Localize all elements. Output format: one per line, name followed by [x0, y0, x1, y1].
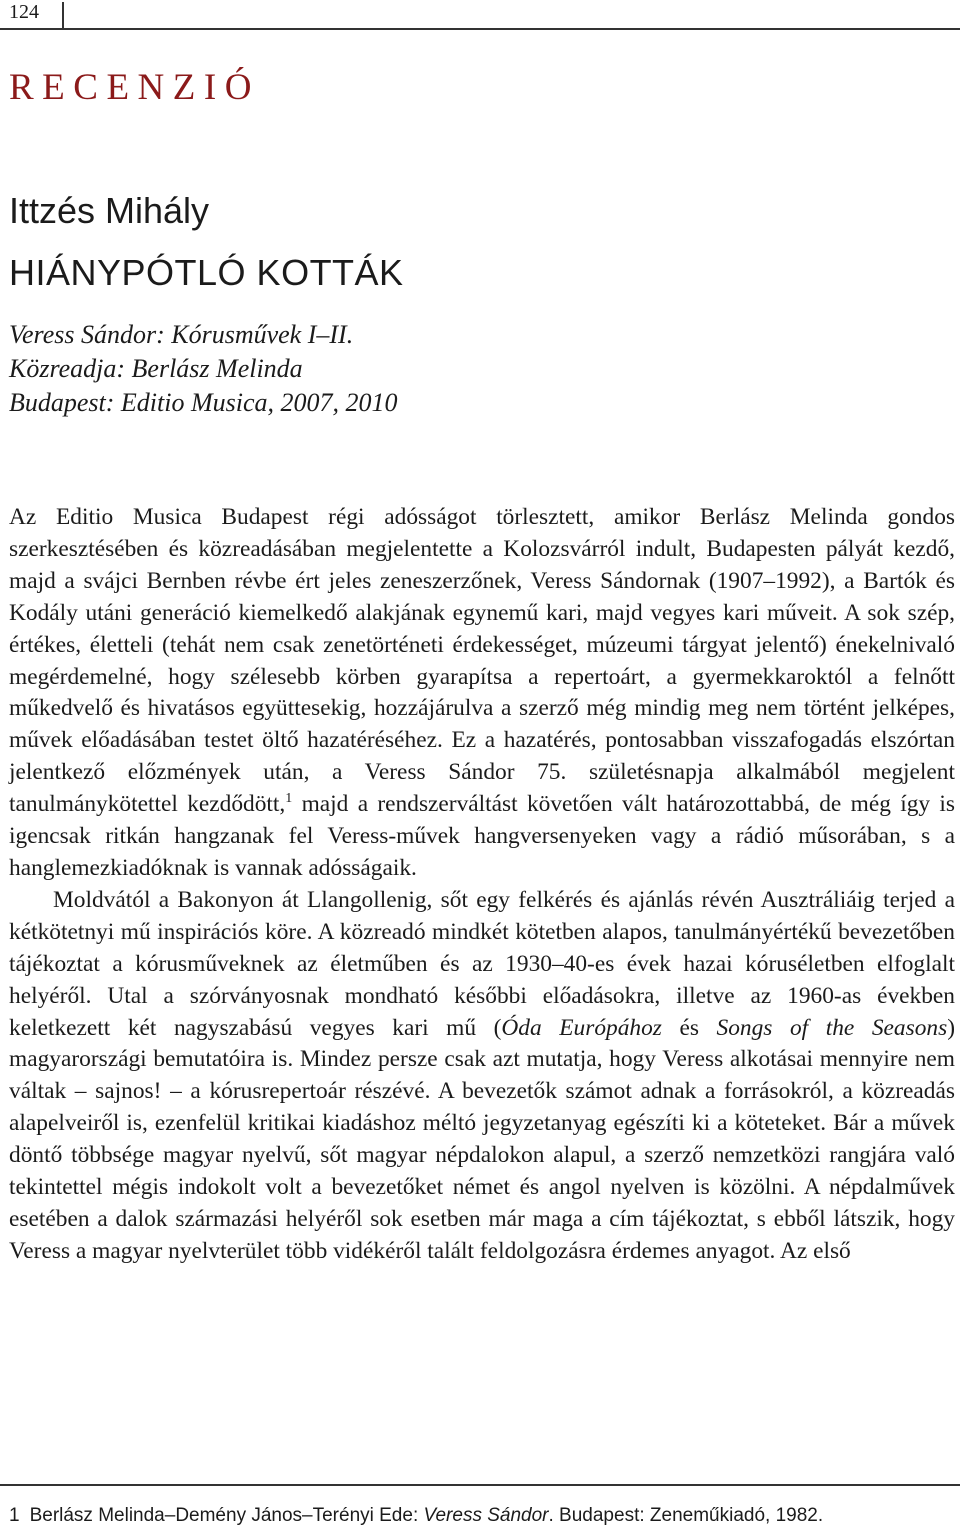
article-body [9, 502, 955, 1268]
footnote-rule [0, 1484, 960, 1486]
footnote-text: Berlász Melinda–Demény János–Terényi Ede: [29, 1505, 424, 1526]
biblio-line: Közreadja: Berlász Melinda [9, 354, 303, 383]
footnote-title: Veress Sándor [423, 1505, 549, 1526]
bibliographic-info [9, 318, 398, 420]
paragraph-text: majd a rendszerváltást követően vált határozottabbá, de még így is igencsak ritkán hangzanak fel Veress-művek hangversenyeken vagy a rádió műsorában, s a hanglemezkiadóknak is vannak adósságaik. [9, 791, 956, 881]
paragraph-text: Moldvától a Bakonyon át Llangollenig, sőt egy felkérés és ajánlás révén Ausztráliáig terjed a kétkötetnyi mű inspirációs köre. A közreadó mindkét kötetben alapos, tanulmányértékű bevezetőben tájékoztat a kórusműveknek az életműben és az 1930–40-es évek hazai kóruséletben elfoglalt helyéről. Utal a szórványosnak mondható későbbi előadásokra, illetve az 1960-as években keletkezett két nagyszabású vegyes kari mű ( [9, 886, 955, 1041]
footnote-marker: 1 [285, 791, 293, 807]
paragraph-2 [9, 885, 955, 1268]
section-label: RECENZIÓ [9, 67, 260, 108]
header-divider [62, 2, 64, 28]
work-title: Songs of the Seasons [716, 1014, 948, 1041]
article-title: HIÁNYPÓTLÓ KOTTÁK [9, 252, 404, 293]
paragraph-text: ) magyarországi bemutatóira is. Mindez persze csak azt mutatja, hogy Veress alkotásai mennyire nem váltak – sajnos! – a kórusrepertoár részévé. A bevezetők számot adnak a forrásokról, a közreadás alapelveiről is, ezenfelül kritikai kiadáshoz méltó jegyzetanyag egészíti ki a köteteket. Bár a művek döntő többsége magyar nyelvű, sőt magyar népdalokon alapul, a szerző nemzetközi rangjára való tekintettel mégis indokolt volt a bevezetőket német és angol nyelven is közölni. A népdalművek esetében a dalok származási helyéről sok esetben már maga a cím tájékoztat, s ebből látszik, hogy Veress a magyar nyelvterület több vidékéről talált feldolgozásra érdemes anyagot. Az első [9, 1014, 955, 1264]
footnote-number: 1 [9, 1505, 20, 1526]
paragraph-1 [9, 502, 955, 885]
paragraph-text: Az Editio Musica Budapest régi adósságot törlesztett, amikor Berlász Melinda gondos szerkesztésében és közreadásában megjelentette a Kolozsvárról indult, Budapesten pályát kezdő, majd a svájci Bernben révbe ért jeles zeneszerzőnek, Veress Sándornak (1907–1992), a Bartók és Kodály utáni generáció kiemelkedő alakjának egynemű kari, majd vegyes kari műveit. A sok szép, értékes, életteli (tehát nem csak zenetörténeti érdekességet, múzeumi tárgyat jelentő) énekelnivaló megérdemelné, hogy szélesebb körben gyarapítsa a repertoárt, a gyermekkaroktól a felnőtt műkedvelő és hivatásos együttesekig, hozzájárulva a szerző még mindig meg nem történt jelképes, művek előadásában testet öltő hazatéréséhez. Ez a hazatérés, pontosabban visszafogadás elszórtan jelentkező előzmények után, a Veress Sándor 75. születésnapja alkalmából megjelent tanulmánykötettel kezdődött, [9, 504, 955, 818]
page-number: 124 [9, 1, 39, 23]
article-author: Ittzés Mihály [9, 190, 210, 231]
footnote [9, 1505, 823, 1527]
biblio-line: Veress Sándor: Kórusművek I–II. [9, 320, 354, 349]
work-title: Óda Európához [501, 1014, 662, 1041]
footnote-text: . Budapest: Zeneműkiadó, 1982. [548, 1505, 824, 1526]
paragraph-text: és [661, 1014, 717, 1041]
biblio-line: Budapest: Editio Musica, 2007, 2010 [9, 388, 398, 417]
header-rule [0, 28, 960, 30]
